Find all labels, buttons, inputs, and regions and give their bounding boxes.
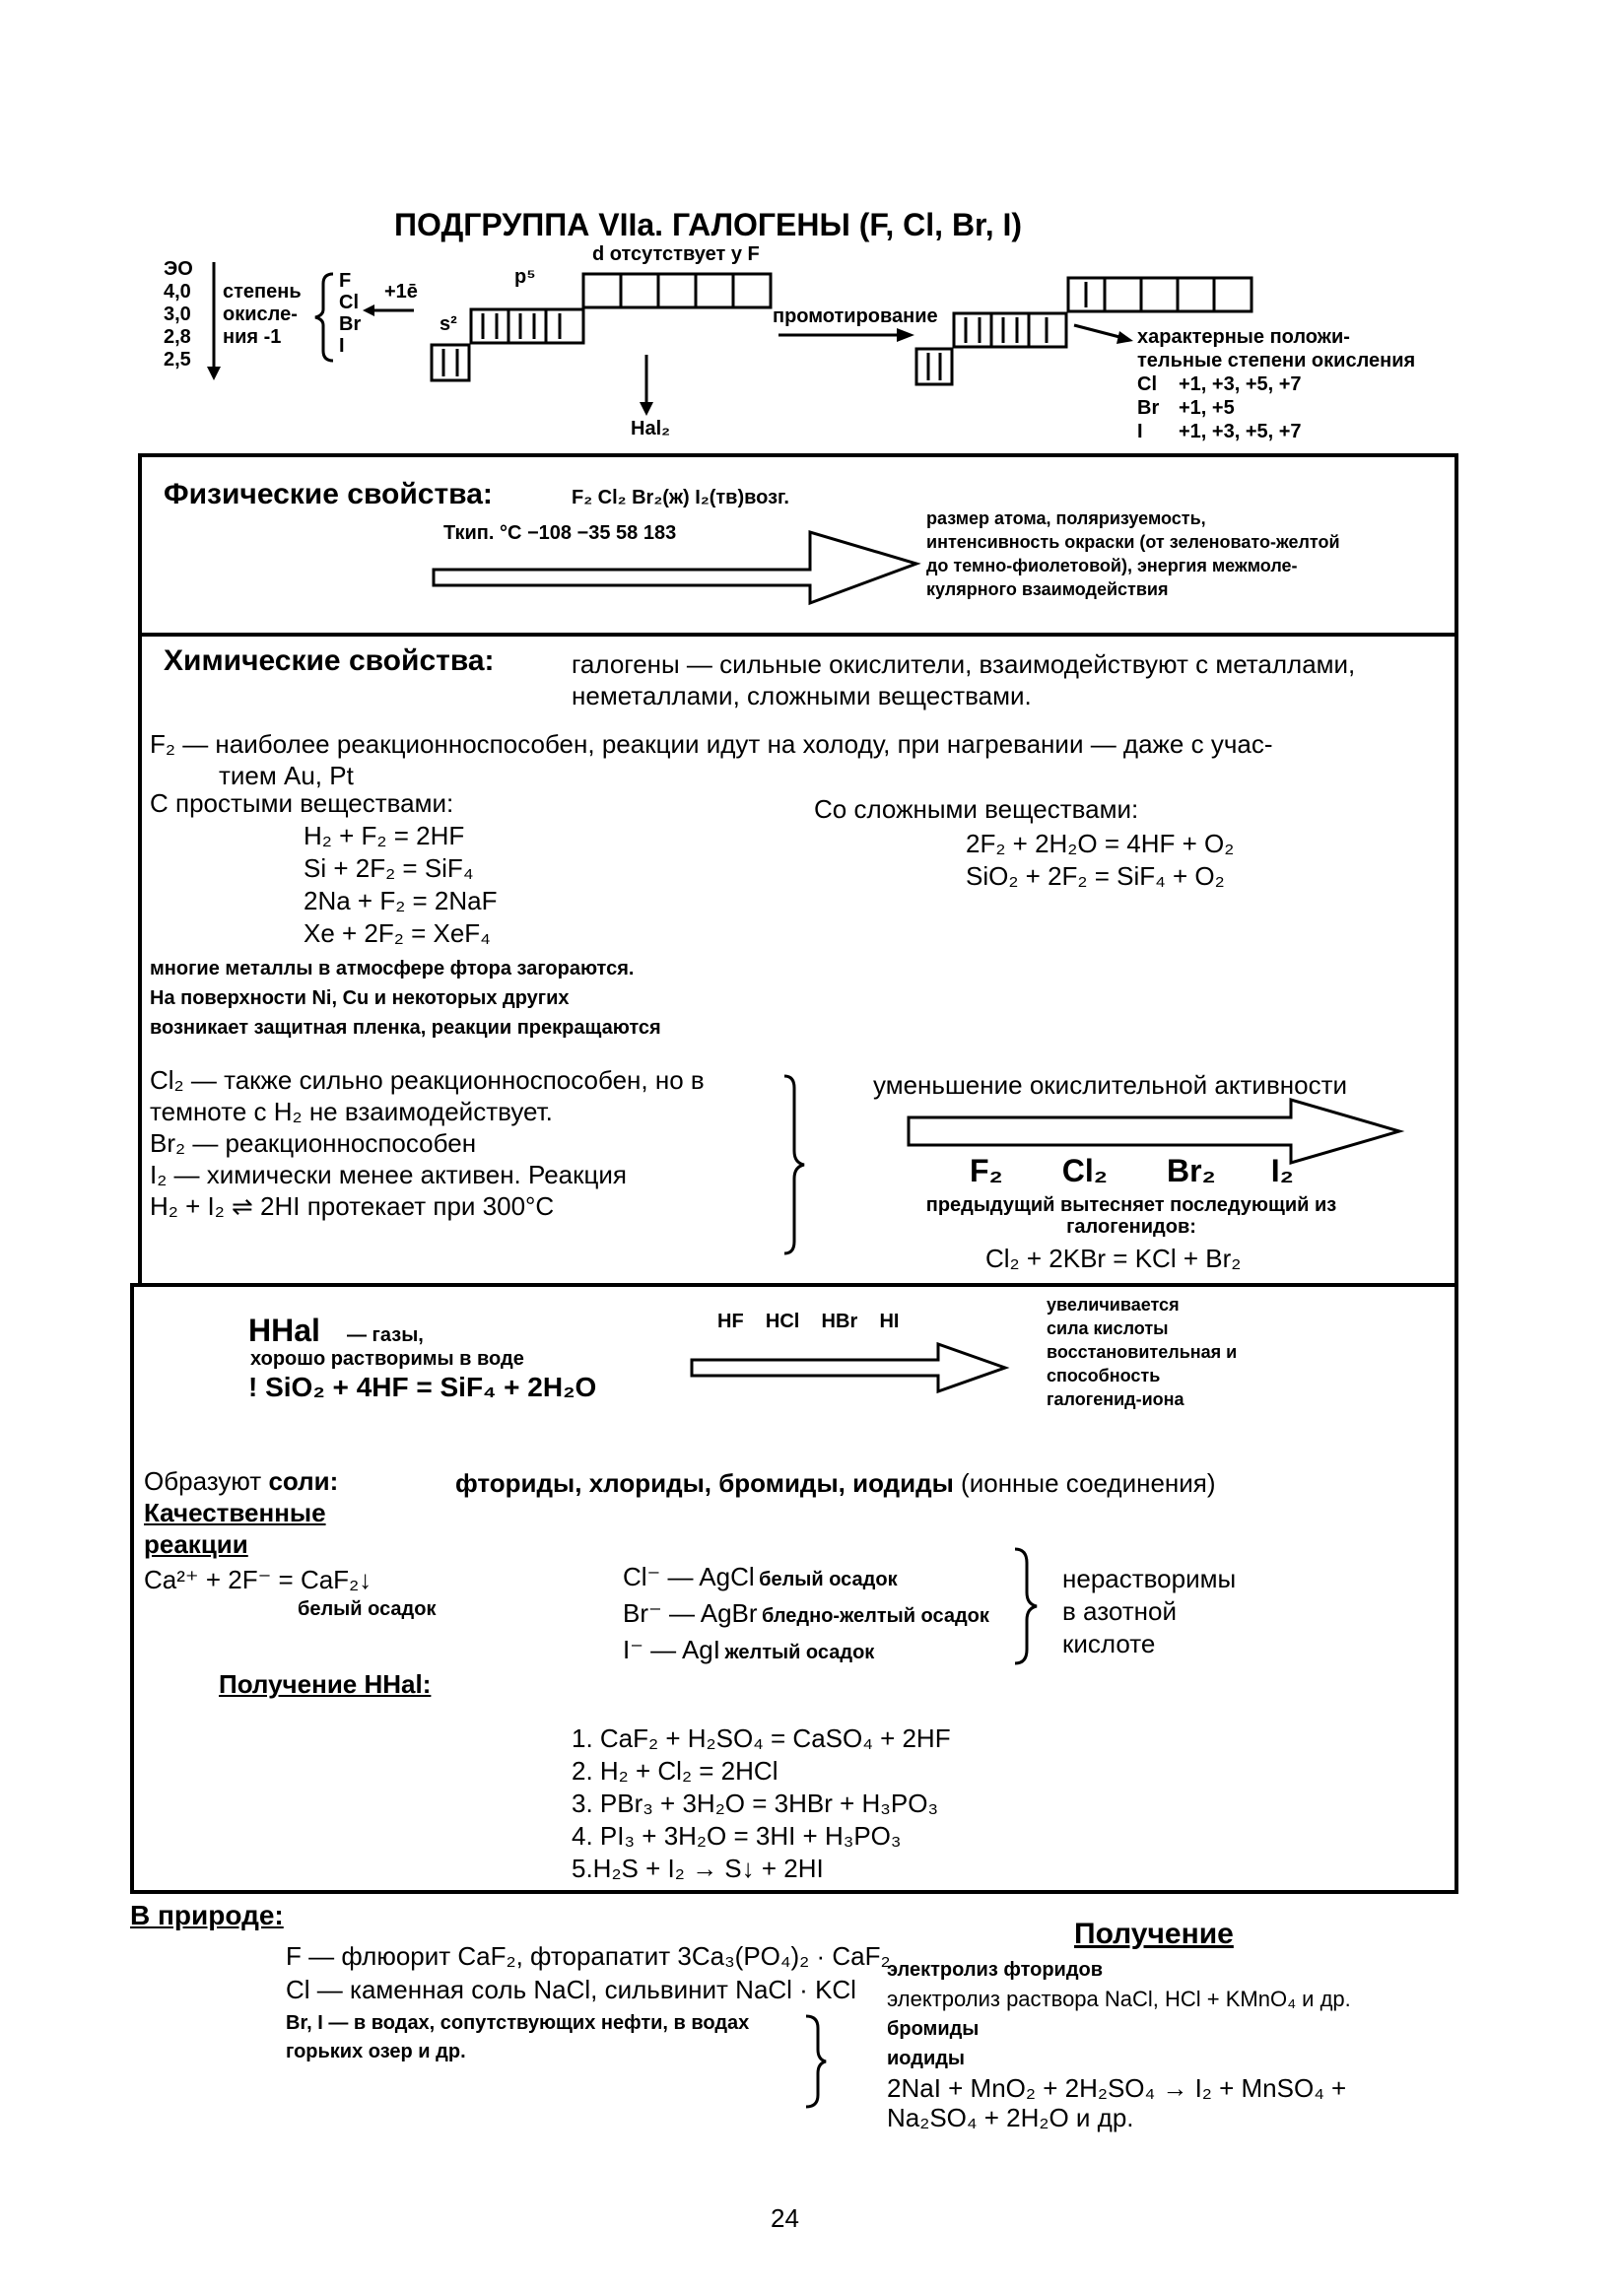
- simple-reactions: H₂ + F₂ = 2HF Si + 2F₂ = SiF₄ 2Na + F₂ = 2NaF Xe + 2F₂ = XeF₄: [304, 821, 498, 948]
- element-list: F Cl Br I: [339, 270, 362, 357]
- preparation-heading: Получение HHal:: [219, 1669, 432, 1699]
- f2-description-cont: тием Au, Pt: [219, 761, 354, 790]
- decrease-label: уменьшение окислительной активности: [873, 1070, 1347, 1100]
- silver-halides: Cl⁻ — AgCl белый осадок Br⁻ — AgBr бледно-желтый осадок I⁻ — AgI желтый осадок: [623, 1562, 989, 1664]
- p5-label: p⁵: [514, 266, 536, 288]
- insoluble-note: нерастворимы в азотной кислоте: [1062, 1564, 1237, 1658]
- oxidation-label: степень окисле- ния -1: [223, 281, 302, 348]
- production-heading: Получение: [1074, 1918, 1234, 1950]
- displacement-equation: Cl₂ + 2KBr = KCl + Br₂: [985, 1244, 1242, 1273]
- promotion-label: промотирование: [773, 305, 938, 327]
- preparation-reactions: 1. CaF₂ + H₂SO₄ = CaSO₄ + 2HF 2. H₂ + Cl₂ = 2HCl 3. PBr₃ + 3H₂O = 3HBr + H₃PO₃ 4. PI₃ + 3H₂O = 3HI + H₃PO₃ 5.H₂S + I₂ → S↓ + 2HI: [572, 1723, 951, 1883]
- physical-heading: Физические свойства:: [164, 478, 493, 510]
- hf-glass-equation: ! SiO₂ + 4HF = SiF₄ + 2H₂O: [248, 1372, 597, 1402]
- d-absent-note: d отсутствует у F: [592, 243, 760, 265]
- chemical-intro: галогены — сильные окислители, взаимодействуют с металлами, неметаллами, сложными веществами.: [572, 649, 1356, 710]
- simple-substances-heading: С простыми веществами:: [150, 788, 454, 818]
- chemical-heading: Химические свойства:: [164, 644, 495, 677]
- hhal-name: HHal: [248, 1313, 320, 1348]
- hal2-label: Hal₂: [631, 418, 671, 439]
- calcium-fluoride-equation: Ca²⁺ + 2F⁻ = CaF₂↓: [144, 1565, 372, 1594]
- complex-reactions: 2F₂ + 2H₂O = 4HF + O₂ SiO₂ + 2F₂ = SiF₄ + O₂: [966, 829, 1235, 891]
- nature-heading: В природе:: [130, 1900, 284, 1930]
- positive-states-note: характерные положи- тельные степени окисления Cl +1, +3, +5, +7 Br +1, +5 I +1, +3, +5, +7: [1137, 326, 1416, 442]
- white-precipitate-label: белый осадок: [298, 1598, 437, 1620]
- s2-label: s²: [440, 313, 457, 335]
- physical-trend: размер атома, поляризуемость, интенсивность окраски (от зеленовато-желтой до темно-фиолетовой), энергия межмоле- кулярного взаимодействия: [926, 508, 1340, 599]
- page-number: 24: [771, 2203, 799, 2233]
- eo-value: 2,5: [164, 349, 191, 371]
- eo-value: 4,0: [164, 281, 191, 303]
- hhal-gas: — газы,: [347, 1324, 424, 1346]
- page-title: ПОДГРУППА VIIa. ГАЛОГЕНЫ (F, Cl, Br, I): [394, 207, 1023, 242]
- acid-strength-note: увеличивается сила кислоты восстановительная и способность галогенид-иона: [1047, 1295, 1238, 1409]
- halogen-series: F₂ Cl₂ Br₂ I₂: [970, 1153, 1294, 1188]
- f2-description: F₂ — наиболее реакционноспособен, реакции идут на холоду, при нагревании — даже с учас-: [150, 729, 1273, 759]
- eo-label: ЭО: [164, 258, 193, 280]
- plus-electron: +1ē: [384, 281, 418, 303]
- qualitative-heading-cont: реакции: [144, 1529, 248, 1559]
- eo-value: 3,0: [164, 304, 191, 325]
- metal-notes: многие металлы в атмосфере фтора загораются. На поверхности Ni, Cu и некоторых других возникает защитная пленка, реакции прекращаются: [150, 958, 661, 1039]
- boiling-points: Ткип. °C −108 −35 58 183: [443, 522, 677, 544]
- acids-series: HF HCl HBr HI: [717, 1311, 900, 1332]
- qualitative-heading: Качественные: [144, 1498, 326, 1527]
- hhal-soluble: хорошо растворимы в воде: [250, 1348, 524, 1370]
- complex-substances-heading: Со сложными веществами:: [814, 794, 1139, 824]
- cl-br-i-description: Cl₂ — также сильно реакционноспособен, но в темноте с H₂ не взаимодействует. Br₂ — реакционноспособен I₂ — химически менее активен. Реакция H₂ + I₂ ⇌ 2HI протекает при 300°C: [150, 1065, 705, 1221]
- displacement-note: предыдущий вытесняет последующий из галогенидов:: [925, 1194, 1337, 1238]
- production-list: электролиз фторидов электролиз раствора NaCl, HCl + KMnO₄ и др. бромиды иодиды 2NaI + MnO₂ + 2H₂SO₄ → I₂ + MnSO₄ + Na₂SO₄ + 2H₂O и др.: [887, 1959, 1351, 2132]
- nature-list: F — флюорит CaF₂, фторапатит 3Ca₃(PO₄)₂ · CaF₂ Cl — каменная соль NaCl, сильвинит NaCl · KCl Br, I — в водах, сопутствующих нефти, в водах горьких озер и др.: [286, 1941, 891, 2062]
- physical-species: F₂ Cl₂ Br₂(ж) I₂(тв)возг.: [572, 487, 789, 508]
- salts-list: фториды, хлориды, бромиды, иодиды (ионные соединения): [455, 1468, 1216, 1498]
- salts-line: Образуют соли:: [144, 1466, 339, 1496]
- eo-value: 2,8: [164, 326, 191, 348]
